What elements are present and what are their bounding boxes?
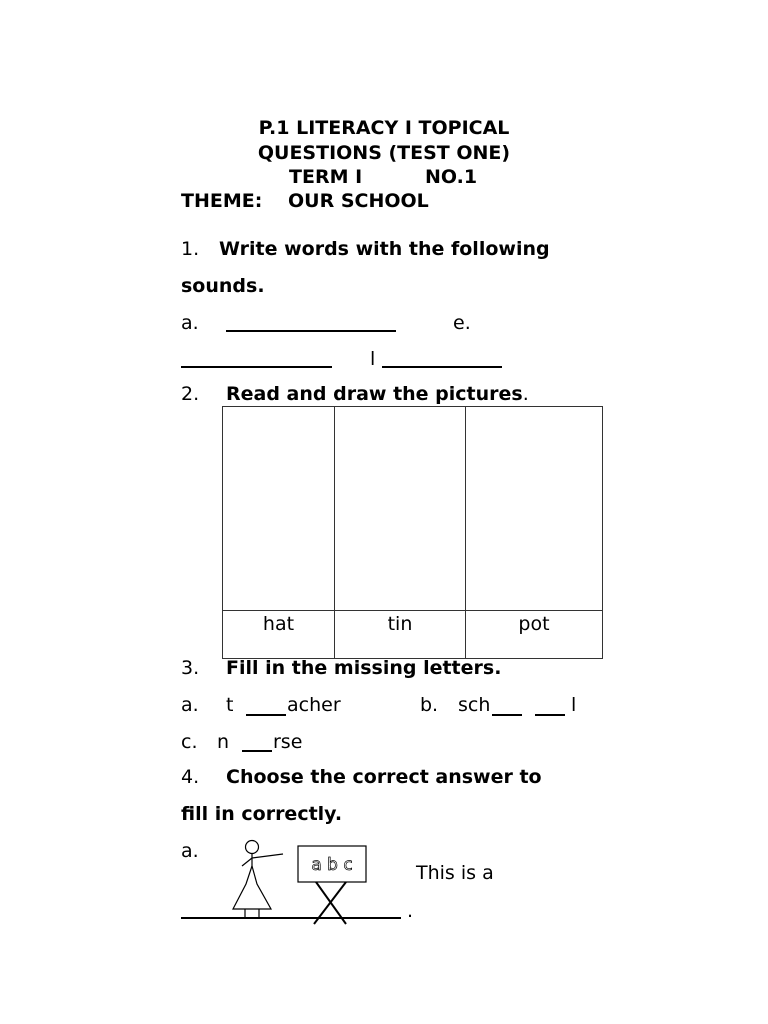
word-hat: hat [223, 611, 335, 659]
q1-instruction: Write words with the following [219, 238, 550, 260]
q3-a-blank[interactable] [246, 714, 286, 716]
pointer-arm [252, 854, 283, 858]
teacher-dress-icon [233, 866, 271, 909]
q3-b-blank-2[interactable] [535, 714, 565, 716]
theme-value: OUR SCHOOL [288, 190, 429, 212]
q4-sentence: This is a [416, 862, 494, 884]
q3-b-blank-1[interactable] [492, 714, 522, 716]
q3-a-start: t [226, 694, 234, 716]
q3-number: 3. [181, 657, 200, 679]
theme-label: THEME: [181, 190, 263, 212]
q1-a-label: a. [181, 312, 199, 334]
q2-instruction: Read and draw the pictures [226, 383, 523, 405]
q4-answer-line[interactable] [181, 917, 401, 919]
q1-a-answer-line[interactable] [226, 330, 396, 332]
q4-end-period: . [407, 900, 414, 922]
q3-c-end: rse [273, 731, 303, 753]
q3-instruction: Fill in the missing letters. [226, 657, 502, 679]
q4-number: 4. [181, 766, 200, 788]
q4-instruction: Choose the correct answer to [226, 766, 542, 788]
q4-instruction-cont: fill in correctly. [181, 803, 343, 825]
word-pot: pot [466, 611, 603, 659]
q4-a-label: a. [181, 840, 199, 862]
q3-c-start: n [217, 731, 230, 753]
term-label: TERM I [289, 166, 363, 188]
test-number: NO.1 [425, 166, 478, 188]
board-text: a b c [311, 855, 353, 875]
teacher-illustration [228, 836, 378, 926]
title-line-1: P.1 LITERACY I TOPICAL [258, 117, 510, 139]
word-tin: tin [335, 611, 466, 659]
drawing-table [222, 406, 603, 659]
drawing-box-pot[interactable] [466, 407, 603, 611]
q1-l-label: l [370, 348, 376, 370]
drawing-box-hat[interactable] [223, 407, 335, 611]
q2-period: . [522, 383, 529, 405]
q3-b-start: sch [458, 694, 491, 716]
q1-instruction-cont: sounds. [181, 275, 265, 297]
q3-a-label: a. [181, 694, 199, 716]
q3-c-blank[interactable] [242, 750, 272, 752]
q3-b-end: l [571, 694, 577, 716]
q3-c-label: c. [181, 731, 198, 753]
title-line-2: QUESTIONS (TEST ONE) [257, 142, 511, 164]
teacher-head-icon [246, 841, 259, 854]
q3-a-end: acher [287, 694, 341, 716]
q2-number: 2. [181, 383, 200, 405]
q2-instruction-wrap [226, 383, 529, 405]
q1-l-answer-line[interactable] [382, 366, 502, 368]
drawing-box-tin[interactable] [335, 407, 466, 611]
q1-number: 1. [181, 238, 200, 260]
q1-e-label: e. [453, 312, 471, 334]
q3-b-label: b. [420, 694, 439, 716]
q1-e-answer-line[interactable] [181, 366, 332, 368]
